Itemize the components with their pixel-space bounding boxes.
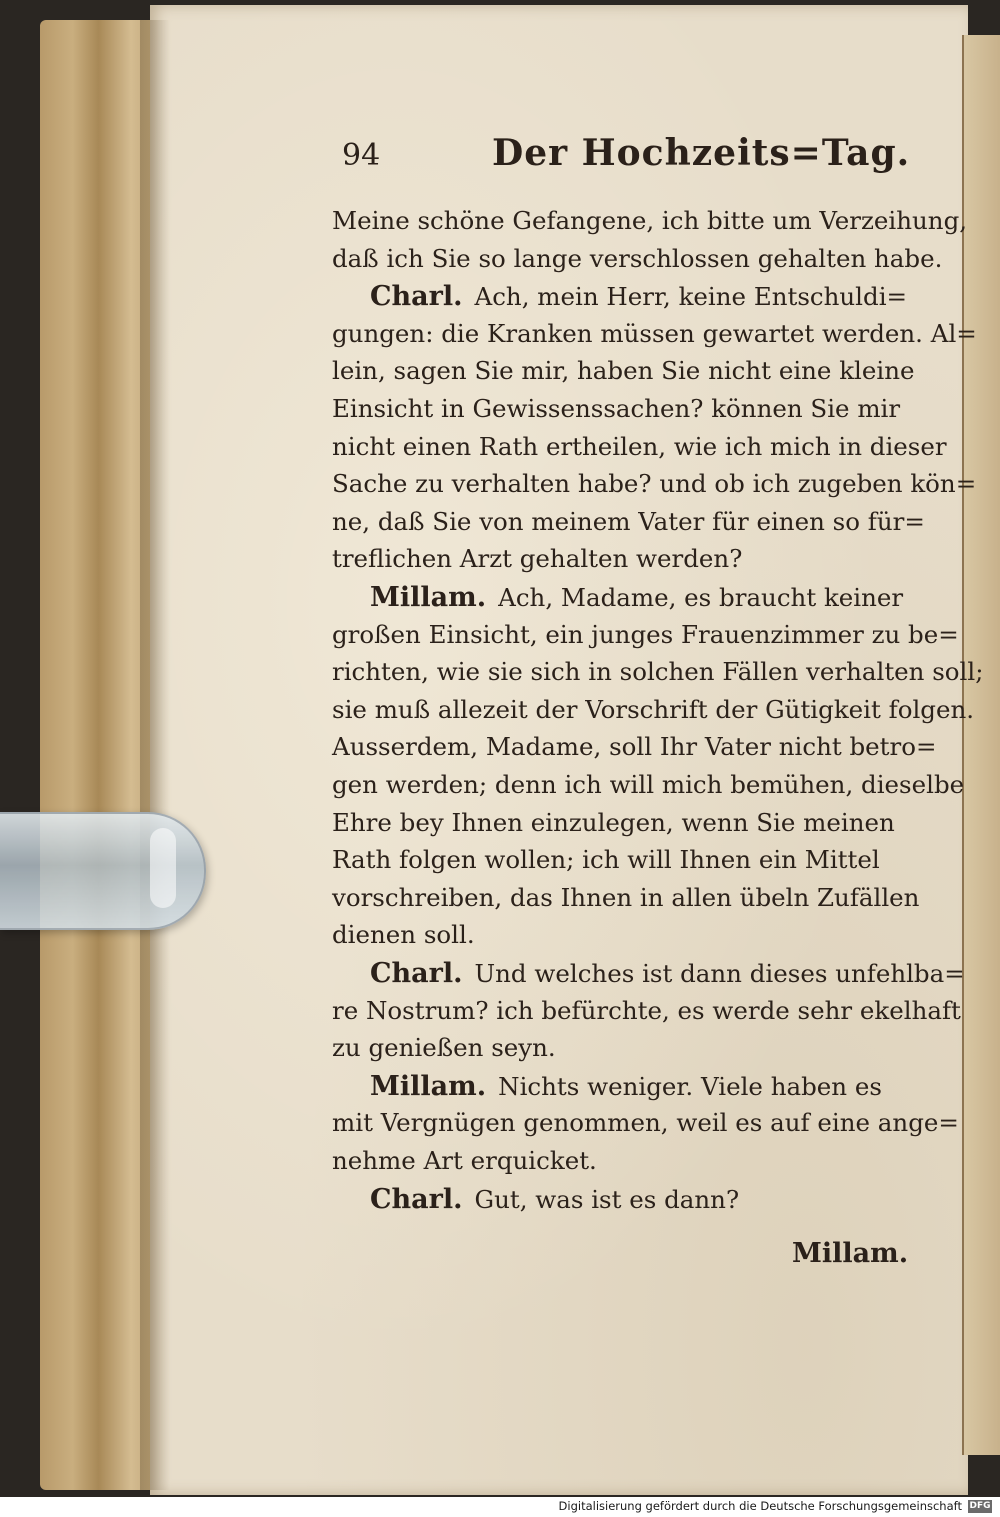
running-head: Der Hochzeits=Tag. <box>492 132 911 174</box>
text-line <box>332 206 967 235</box>
text-line <box>332 356 915 385</box>
line-text: Nichts weniger. Viele haben es <box>498 1071 882 1101</box>
line-text: ne, daß Sie von meinem Vater für einen so für= <box>332 506 925 536</box>
line-text: richten, wie sie sich in solchen Fällen verhalten soll; <box>332 657 984 687</box>
line-text: nicht einen Rath ertheilen, wie ich mich in dieser <box>332 431 947 461</box>
line-text: Rath folgen wollen; ich will Ihnen ein Mittel <box>332 845 880 875</box>
page-number: 94 <box>342 138 381 173</box>
line-text: dienen soll. <box>332 920 475 950</box>
line-text: Sache zu verhalten habe? und ob ich zugeben kön= <box>332 469 977 499</box>
glass-weight-highlight <box>150 828 176 908</box>
gutter-shadow <box>140 20 170 1490</box>
text-line <box>332 544 742 573</box>
line-text: mit Vergnügen genommen, weil es auf eine ange= <box>332 1108 959 1138</box>
text-line <box>332 920 475 949</box>
line-text: nehme Art erquicket. <box>332 1146 597 1175</box>
text-line <box>332 432 947 461</box>
text-line <box>332 883 919 912</box>
text-line <box>332 732 937 761</box>
text-line <box>332 808 895 837</box>
speech-line <box>370 1071 882 1102</box>
line-text: gen werden; denn ich will mich bemühen, dieselbe <box>332 770 965 799</box>
line-text: zu genießen seyn. <box>332 1033 556 1063</box>
text-line <box>332 996 961 1025</box>
line-text: Einsicht in Gewissenssachen? können Sie mir <box>332 394 901 423</box>
speaker-name: Millam. <box>370 582 487 613</box>
line-text: Und welches ist dann dieses unfehlba= <box>474 959 965 988</box>
speaker-name: Charl. <box>370 281 463 313</box>
line-text: vorschreiben, das Ihnen in allen übeln Zufällen <box>332 882 920 912</box>
line-text: lein, sagen Sie mir, haben Sie nicht eine kleine <box>332 356 915 386</box>
line-text: Meine schöne Gefangene, ich bitte um Verzeihung, <box>332 206 968 235</box>
text-line <box>332 657 983 686</box>
text-line <box>332 1108 959 1137</box>
text-line <box>332 394 900 423</box>
line-text: Ehre bey Ihnen einzulegen, wenn Sie meinen <box>332 807 895 837</box>
line-text: Ach, Madame, es braucht keiner <box>498 583 904 612</box>
line-text: großen Einsicht, ein junges Frauenzimmer zu be= <box>332 619 959 649</box>
speaker-name: Millam. <box>370 1070 487 1102</box>
text-line <box>332 469 976 498</box>
text-line <box>332 1146 597 1175</box>
text-line <box>332 244 942 273</box>
next-page-edge <box>962 35 1000 1455</box>
text-line <box>332 845 880 874</box>
catchword: Millam. <box>792 1238 909 1269</box>
text-line <box>332 507 925 536</box>
text-line <box>332 695 974 724</box>
line-text: Gut, was ist es dann? <box>474 1184 740 1214</box>
text-line <box>332 1033 556 1062</box>
line-text: re Nostrum? ich befürchte, es werde sehr ekelhaft <box>332 995 961 1025</box>
text-line <box>332 319 977 348</box>
speech-line <box>370 281 907 312</box>
speech-line <box>370 958 965 989</box>
speaker-name: Charl. <box>370 1183 463 1215</box>
dfg-logo: DFG <box>969 1501 991 1511</box>
text-line <box>332 620 959 649</box>
footer-credit: Digitalisierung gefördert durch die Deutsche Forschungsgemeinschaft <box>558 1499 962 1513</box>
speech-line <box>370 1184 739 1215</box>
line-text: Ausserdem, Madame, soll Ihr Vater nicht betro= <box>332 732 937 762</box>
line-text: sie muß allezeit der Vorschrift der Gütigkeit folgen. <box>332 694 975 724</box>
line-text: Ach, mein Herr, keine Entschuldi= <box>474 282 908 312</box>
text-line <box>332 770 964 799</box>
line-text: daß ich Sie so lange verschlossen gehalten habe. <box>332 243 943 273</box>
speech-line <box>370 582 903 613</box>
speaker-name: Charl. <box>370 958 463 989</box>
line-text: gungen: die Kranken müssen gewartet werden. Al= <box>332 318 977 348</box>
line-text: treflichen Arzt gehalten werden? <box>332 544 743 574</box>
